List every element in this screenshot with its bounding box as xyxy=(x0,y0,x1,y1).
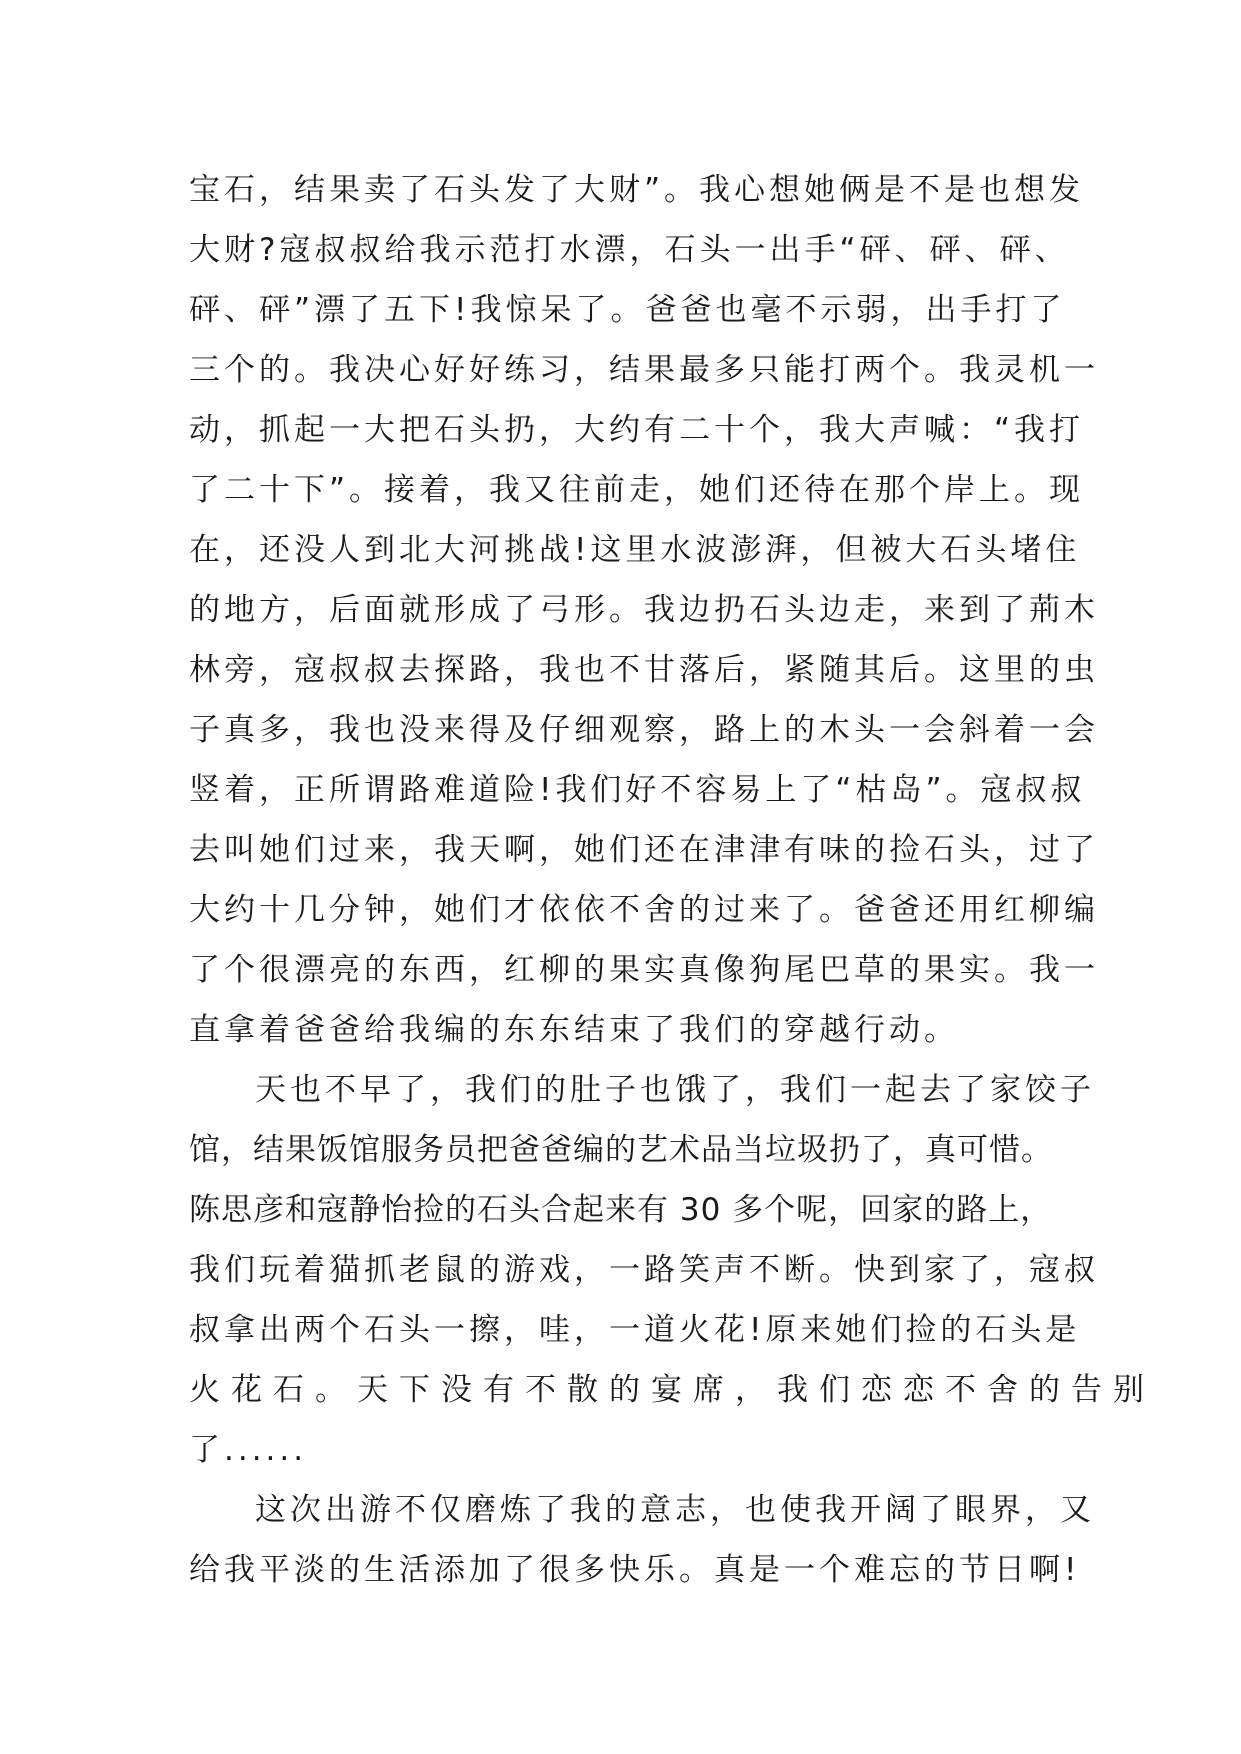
paragraph-start-line: 这次出游不仅磨炼了我的意志，也使我开阔了眼界，又 xyxy=(255,1492,1095,1528)
text-line: 三个的。我决心好好练习，结果最多只能打两个。我灵机一 xyxy=(189,352,1099,388)
text-line: 了个很漂亮的东西，红柳的果实真像狗尾巴草的果实。我一 xyxy=(189,952,1099,988)
text-line: 直拿着爸爸给我编的东东结束了我们的穿越行动。 xyxy=(189,1012,959,1048)
text-line: 大财?寇叔叔给我示范打水漂，石头一出手“砰、砰、砰、 xyxy=(189,232,1070,268)
text-line: 去叫她们过来，我天啊，她们还在津津有味的捡石头，过了 xyxy=(189,832,1099,868)
text-line: 了二十下”。接着，我又往前走，她们还待在那个岸上。现 xyxy=(189,472,1085,508)
text-line: 大约十几分钟，她们才依依不舍的过来了。爸爸还用红柳编 xyxy=(189,892,1099,928)
text-line: 火花石。天下没有不散的宴席，我们恋恋不舍的告别 xyxy=(189,1372,1155,1408)
text-line: 我们玩着猫抓老鼠的游戏，一路笑声不断。快到家了，寇叔 xyxy=(189,1252,1099,1288)
text-line: 了...... xyxy=(189,1432,308,1468)
text-line: 陈思彦和寇静怡捡的石头合起来有 30 多个呢，回家的路上， xyxy=(189,1192,1053,1228)
text-line: 馆，结果饭馆服务员把爸爸编的艺术品当垃圾扔了，真可惜。 xyxy=(189,1132,1053,1168)
text-line: 叔拿出两个石头一擦，哇，一道火花!原来她们捡的石头是 xyxy=(189,1312,1081,1348)
text-line: 在，还没人到北大河挑战!这里水波澎湃，但被大石头堵住 xyxy=(189,532,1081,568)
body-text xyxy=(189,160,1155,1600)
text-line: 砰、砰”漂了五下!我惊呆了。爸爸也毫不示弱，出手打了 xyxy=(189,292,1066,328)
text-line: 宝石，结果卖了石头发了大财”。我心想她俩是不是也想发 xyxy=(189,172,1085,208)
text-line: 林旁，寇叔叔去探路，我也不甘落后，紧随其后。这里的虫 xyxy=(189,652,1099,688)
text-line: 给我平淡的生活添加了很多快乐。真是一个难忘的节日啊! xyxy=(189,1552,1081,1588)
paragraph-start-line: 天也不早了，我们的肚子也饿了，我们一起去了家饺子 xyxy=(255,1072,1095,1108)
text-line: 子真多，我也没来得及仔细观察，路上的木头一会斜着一会 xyxy=(189,712,1099,748)
text-line: 的地方，后面就形成了弓形。我边扔石头边走，来到了荊木 xyxy=(189,592,1099,628)
text-line: 竖着，正所谓路难道险!我们好不容易上了“枯岛”。寇叔叔 xyxy=(189,772,1086,808)
text-line: 动，抓起一大把石头扔，大约有二十个，我大声喊：“我打 xyxy=(189,412,1085,448)
